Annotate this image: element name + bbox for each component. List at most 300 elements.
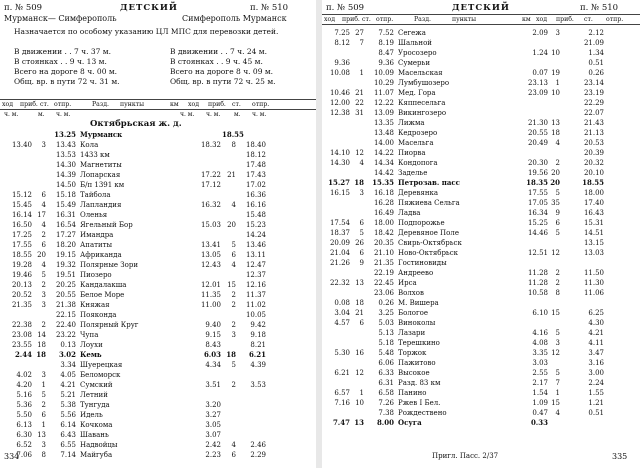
time-cell: 2 — [231, 301, 236, 309]
station-name: Лапландия — [80, 201, 122, 209]
timetable-row — [322, 268, 640, 278]
train-number-509: п. № 509 — [326, 3, 365, 13]
time-cell: 16.34 — [527, 209, 548, 217]
time-cell: 22.45 — [373, 279, 394, 287]
time-cell: 15.23 — [245, 221, 266, 229]
time-cell: 4.34 — [205, 361, 221, 369]
timetable-row — [322, 358, 640, 368]
station-name: Пиозеро — [80, 271, 112, 279]
time-cell: 20.52 — [11, 291, 32, 299]
time-cell: 9.36 — [334, 59, 350, 67]
timetable-row — [322, 168, 640, 178]
station-name: Апатиты — [80, 241, 113, 249]
time-cell: 5 — [231, 241, 236, 249]
time-cell: 13.25 — [54, 130, 76, 139]
time-cell: 21.38 — [55, 301, 76, 309]
timetable-row — [322, 338, 640, 348]
time-cell: 10 — [551, 89, 560, 97]
time-cell: 6.58 — [378, 389, 394, 397]
station-name: Летний — [80, 391, 108, 399]
time-cell: 17 — [37, 211, 46, 219]
time-cell: 4 — [231, 201, 236, 209]
station-name: Лазари — [398, 329, 426, 337]
time-cell: 3 — [231, 331, 236, 339]
time-cell: 6.33 — [378, 369, 394, 377]
assignment-note: Назначается по особому указанию ЦЛ МПС для перевозки детей. — [14, 27, 279, 36]
time-cell: 12.01 — [200, 281, 221, 289]
time-cell: 8.47 — [378, 49, 394, 57]
time-cell: 15.45 — [11, 201, 32, 209]
station-name: Магнетиты — [80, 161, 122, 169]
time-cell: 6.57 — [334, 389, 350, 397]
time-cell: 1.21 — [588, 399, 604, 407]
timetable-row — [322, 318, 640, 328]
time-cell: 21 — [227, 171, 236, 179]
left-header — [0, 0, 316, 14]
time-cell: 18 — [36, 350, 46, 359]
time-cell: 4.57 — [334, 319, 350, 327]
time-cell: 3 — [41, 141, 46, 149]
time-cell: 4 — [231, 441, 236, 449]
timetable-row — [322, 138, 640, 148]
time-cell: 12.43 — [200, 261, 221, 269]
time-cell: 15.48 — [245, 211, 266, 219]
station-name: Мурманск — [80, 130, 123, 139]
time-cell: 6 — [41, 241, 46, 249]
time-cell: 6.13 — [16, 421, 32, 429]
station-name: Тунгуда — [80, 401, 110, 409]
time-cell: 5.56 — [60, 411, 76, 419]
station-name: Сегежа — [398, 29, 426, 37]
time-cell: 17.55 — [527, 189, 548, 197]
time-cell: 3 — [555, 339, 560, 347]
station-name: Лоухи — [80, 341, 103, 349]
station-name: Кандалакша — [80, 281, 127, 289]
time-cell: 3 — [41, 441, 46, 449]
time-cell: 18 — [354, 178, 364, 187]
right-page — [322, 0, 640, 468]
timetable-row — [322, 288, 640, 298]
time-cell: 13.09 — [373, 109, 394, 117]
timetable-row — [0, 340, 316, 350]
time-cell: 13.43 — [55, 141, 76, 149]
time-cell: 5.48 — [378, 349, 394, 357]
timetable-row — [0, 230, 316, 240]
time-cell: 21.35 — [11, 301, 32, 309]
time-cell: 20.49 — [527, 139, 548, 147]
timetable-row — [322, 148, 640, 158]
stat-line: В стоянках . . 9 ч. 13 м. — [14, 57, 107, 66]
time-cell: 2.17 — [532, 379, 548, 387]
time-cell: 23.08 — [11, 331, 32, 339]
time-cell: 20.35 — [373, 239, 394, 247]
timetable-row — [322, 368, 640, 378]
time-cell: 12.38 — [329, 109, 350, 117]
time-cell: 17.40 — [583, 199, 604, 207]
time-cell: 22 — [355, 99, 364, 107]
time-cell: 23.22 — [55, 331, 76, 339]
time-cell: 21.43 — [583, 119, 604, 127]
time-cell: 20 — [550, 178, 560, 187]
station-name: Викингозеро — [398, 109, 447, 117]
left-timetable — [0, 130, 316, 460]
time-cell: 13.48 — [373, 129, 394, 137]
time-cell: 4.30 — [588, 319, 604, 327]
time-cell: 15.49 — [55, 201, 76, 209]
col-label: пункты — [452, 16, 477, 23]
time-cell: 17.02 — [245, 181, 266, 189]
time-cell: 14.50 — [55, 181, 76, 189]
time-cell: 0.51 — [588, 409, 604, 417]
column-header — [322, 14, 640, 25]
time-cell: 13 — [354, 418, 364, 427]
station-name: 1433 км — [80, 151, 110, 159]
station-name: Лижма — [398, 119, 425, 127]
time-cell: 20 — [37, 251, 46, 259]
stat-line: Общ. вр. в пути 72 ч. 31 м. — [14, 77, 120, 86]
time-cell: 0.33 — [530, 418, 548, 427]
time-cell: 18.00 — [373, 219, 394, 227]
time-cell: 4.02 — [16, 371, 32, 379]
time-cell: 2.29 — [250, 451, 266, 459]
time-cell: 2.44 — [14, 350, 32, 359]
stats-left — [14, 47, 120, 87]
time-cell: 14.30 — [329, 159, 350, 167]
time-cell: 14.30 — [55, 161, 76, 169]
time-cell: 5 — [555, 229, 560, 237]
time-cell: 13.53 — [55, 151, 76, 159]
time-cell: 17.43 — [245, 171, 266, 179]
station-name: Кочкома — [80, 421, 113, 429]
time-cell: 1 — [555, 389, 560, 397]
station-name: Рождествено — [398, 409, 447, 417]
time-cell: 4 — [41, 201, 46, 209]
time-cell: 13.35 — [373, 119, 394, 127]
timetable-row — [322, 328, 640, 338]
stat-line: В движении . . 7 ч. 37 м. — [14, 47, 112, 56]
timetable-row — [0, 320, 316, 330]
time-cell: 18.55 — [11, 251, 32, 259]
station-name: Бологое — [398, 309, 429, 317]
time-cell: 15 — [227, 281, 236, 289]
station-name: Ржев I Бел. — [398, 399, 441, 407]
time-cell: 19 — [551, 69, 560, 77]
time-cell: 5.38 — [60, 401, 76, 409]
time-cell: 21.13 — [583, 129, 604, 137]
left-page — [0, 0, 317, 468]
timetable-row — [0, 380, 316, 390]
col-label: отпр. — [54, 101, 72, 108]
time-cell: 2 — [231, 381, 236, 389]
time-cell: 22.32 — [329, 279, 350, 287]
station-name: Лумбушозеро — [398, 79, 450, 87]
time-cell: 14.22 — [373, 149, 394, 157]
col-label: ход — [536, 16, 548, 23]
time-cell: 17.22 — [200, 171, 221, 179]
time-cell: 7.06 — [16, 451, 32, 459]
time-cell: 5.16 — [16, 391, 32, 399]
time-cell: 20.39 — [583, 149, 604, 157]
time-cell: 11.37 — [245, 291, 266, 299]
time-cell: 12 — [355, 369, 364, 377]
timetable-row — [322, 378, 640, 388]
time-cell: 21 — [355, 89, 364, 97]
time-cell: 3.34 — [60, 361, 76, 369]
timetable-row — [0, 180, 316, 190]
col-label: приб. — [208, 101, 226, 108]
time-cell: 1 — [359, 389, 364, 397]
time-cell: 0.08 — [334, 299, 350, 307]
time-cell: 4.21 — [60, 381, 76, 389]
timetable-row — [0, 160, 316, 170]
col-label: приб. — [556, 16, 574, 23]
time-cell: 35 — [551, 199, 560, 207]
time-cell: 8.00 — [376, 418, 394, 427]
col-label: ст. — [362, 16, 371, 23]
time-cell: 11.06 — [583, 289, 604, 297]
time-cell: 5.13 — [378, 329, 394, 337]
timetable-row — [322, 28, 640, 38]
time-cell: 15.18 — [55, 191, 76, 199]
station-name: Торжок — [398, 349, 427, 357]
time-cell: 20.30 — [527, 159, 548, 167]
timetable-row — [0, 280, 316, 290]
unit-label: ч. м. — [4, 111, 19, 118]
time-cell: 5 — [231, 361, 236, 369]
time-cell: 7.14 — [60, 451, 76, 459]
time-cell: 23.55 — [11, 341, 32, 349]
time-cell: 17.55 — [11, 241, 32, 249]
time-cell: 2.09 — [532, 29, 548, 37]
time-cell: 18.40 — [245, 141, 266, 149]
time-cell: 17.05 — [527, 199, 548, 207]
time-cell: 5 — [555, 369, 560, 377]
time-cell: 22.38 — [11, 321, 32, 329]
time-cell: 11.28 — [527, 269, 548, 277]
time-cell: 21.04 — [329, 249, 350, 257]
time-cell: 1.09 — [532, 399, 548, 407]
station-name: Сумский — [80, 381, 113, 389]
col-label: Разд. — [414, 16, 432, 23]
station-name: Африканда — [80, 251, 122, 259]
timetable-row — [0, 250, 316, 260]
time-cell: 16.16 — [245, 201, 266, 209]
time-cell: 7 — [359, 39, 364, 47]
time-cell: 18.00 — [583, 189, 604, 197]
time-cell: 19.56 — [527, 169, 548, 177]
time-cell: 12 — [551, 349, 560, 357]
time-cell: 3.47 — [588, 349, 604, 357]
station-name: Пяжиева Сельга — [398, 199, 460, 207]
time-cell: 18 — [551, 129, 560, 137]
stat-line: Общ. вр. в пути 72 ч. 25 м. — [170, 77, 276, 86]
time-cell: 21.10 — [373, 249, 394, 257]
station-name: Ягельный Бор — [80, 221, 133, 229]
timetable-row — [322, 188, 640, 198]
time-cell: 6.55 — [60, 441, 76, 449]
timetable-row — [322, 418, 640, 428]
time-cell: 4 — [555, 139, 560, 147]
col-label: ст. — [232, 101, 241, 108]
station-name: М. Вишера — [398, 299, 439, 307]
station-name: Гостиновиды — [398, 259, 447, 267]
station-name: Шавань — [80, 431, 109, 439]
time-cell: 3.00 — [588, 369, 604, 377]
col-label: ход — [188, 101, 200, 108]
time-cell: 2.55 — [532, 369, 548, 377]
time-cell: 5 — [555, 329, 560, 337]
time-cell: 4 — [359, 159, 364, 167]
time-cell: 18.35 — [526, 178, 548, 187]
time-cell: 6 — [41, 191, 46, 199]
unit-label: м. — [234, 111, 241, 118]
time-cell: 14.10 — [329, 149, 350, 157]
time-cell: 19.32 — [55, 261, 76, 269]
timetable-row — [322, 78, 640, 88]
timetable-row — [322, 348, 640, 358]
timetable-row — [322, 388, 640, 398]
station-name: Кяппесельга — [398, 99, 446, 107]
station-name: Ирса — [398, 279, 417, 287]
train-number-510: п. № 510 — [580, 3, 619, 13]
time-cell: 17.54 — [329, 219, 350, 227]
time-cell: 11.50 — [583, 269, 604, 277]
time-cell: 21.26 — [329, 259, 350, 267]
time-cell: 22.19 — [373, 269, 394, 277]
timetable-row — [0, 170, 316, 180]
time-cell: 14.42 — [373, 169, 394, 177]
time-cell: 9.42 — [250, 321, 266, 329]
time-cell: 6.25 — [588, 309, 604, 317]
time-cell: 13.05 — [200, 251, 221, 259]
time-cell: 20.25 — [55, 281, 76, 289]
station-name: Виноколы — [398, 319, 436, 327]
time-cell: 13.46 — [245, 241, 266, 249]
col-label: отпр. — [252, 101, 270, 108]
station-name: Мед. Гора — [398, 89, 436, 97]
time-cell: 10 — [355, 399, 364, 407]
time-cell: 5 — [41, 391, 46, 399]
time-cell: 11.35 — [200, 291, 221, 299]
time-cell: 4.16 — [532, 329, 548, 337]
time-cell: 6.21 — [334, 369, 350, 377]
station-name: Тайбола — [80, 191, 111, 199]
right-timetable — [322, 25, 640, 428]
time-cell: 12.47 — [245, 261, 266, 269]
timetable-row — [322, 108, 640, 118]
time-cell: 3.02 — [58, 350, 76, 359]
timetable-row — [0, 300, 316, 310]
col-label: приб. — [342, 16, 360, 23]
station-name: Ново-Октябрьск — [398, 249, 459, 257]
time-cell: 3.35 — [532, 349, 548, 357]
time-cell: 1.34 — [588, 49, 604, 57]
station-name: Идель — [80, 411, 103, 419]
time-cell: 26 — [355, 239, 364, 247]
time-cell: 19.46 — [11, 271, 32, 279]
time-cell: 13.41 — [200, 241, 221, 249]
time-cell: 15 — [551, 399, 560, 407]
time-cell: 13 — [551, 119, 560, 127]
time-cell: 3 — [359, 189, 364, 197]
time-cell: 14.34 — [373, 159, 394, 167]
time-cell: 3 — [41, 291, 46, 299]
time-cell: 16.14 — [11, 211, 32, 219]
time-cell: 6 — [41, 411, 46, 419]
timetable-row — [0, 130, 316, 140]
time-cell: 2.12 — [588, 29, 604, 37]
time-cell: 3 — [41, 301, 46, 309]
time-cell: 5.30 — [334, 349, 350, 357]
time-cell: 14 — [37, 331, 46, 339]
col-label: отпр. — [606, 16, 624, 23]
time-cell: 12.16 — [245, 281, 266, 289]
col-label: Разд. — [92, 101, 110, 108]
time-cell: 2.42 — [205, 441, 221, 449]
time-cell: 22.15 — [55, 311, 76, 319]
time-cell: 4.05 — [60, 371, 76, 379]
time-cell: 7.52 — [378, 29, 394, 37]
time-cell: 3.53 — [250, 381, 266, 389]
page-number: 334 — [4, 452, 20, 461]
time-cell: 15.25 — [527, 219, 548, 227]
time-cell: 14.24 — [245, 231, 266, 239]
timetable-row — [0, 140, 316, 150]
station-name: Княжая — [80, 301, 110, 309]
time-cell: 18.55 — [582, 178, 604, 187]
time-cell: 6.43 — [60, 431, 76, 439]
time-cell: 2 — [555, 159, 560, 167]
time-cell: 15.12 — [11, 191, 32, 199]
timetable-row — [0, 150, 316, 160]
page-number: 335 — [612, 452, 628, 461]
time-cell: 9.40 — [205, 321, 221, 329]
time-cell: 23.14 — [583, 79, 604, 87]
time-cell: 2 — [231, 291, 236, 299]
timetable-row — [322, 248, 640, 258]
time-cell: 5 — [359, 229, 364, 237]
time-cell: 0.26 — [378, 299, 394, 307]
station-name: Андреево — [398, 269, 434, 277]
time-cell: 19.15 — [55, 251, 76, 259]
station-name: Свирь-Октябрьск — [398, 239, 462, 247]
time-cell: 15.31 — [583, 219, 604, 227]
time-cell: 6.03 — [203, 350, 221, 359]
unit-label: ч. м. — [56, 111, 71, 118]
col-label: пункты — [120, 101, 145, 108]
time-cell: 22.07 — [583, 109, 604, 117]
time-cell: 16.36 — [245, 191, 266, 199]
time-cell: 7 — [555, 379, 560, 387]
time-cell: 0.51 — [588, 59, 604, 67]
time-cell: 6 — [359, 249, 364, 257]
timetable-row — [0, 330, 316, 340]
timetable-row — [322, 218, 640, 228]
timetable-row — [322, 408, 640, 418]
station-name: Лопарская — [80, 171, 121, 179]
time-cell: 4 — [231, 261, 236, 269]
time-cell: 6.52 — [16, 441, 32, 449]
time-cell: 4.11 — [588, 339, 604, 347]
station-name: Подпорожье — [398, 219, 445, 227]
time-cell: 12.37 — [245, 271, 266, 279]
time-cell: 4.20 — [16, 381, 32, 389]
time-cell: 20.10 — [583, 169, 604, 177]
unit-label: ч. м. — [180, 111, 195, 118]
station-name: Пиорва — [398, 149, 426, 157]
route-right: Симферополь Мурманск — [182, 14, 287, 23]
time-cell: 3.07 — [205, 431, 221, 439]
